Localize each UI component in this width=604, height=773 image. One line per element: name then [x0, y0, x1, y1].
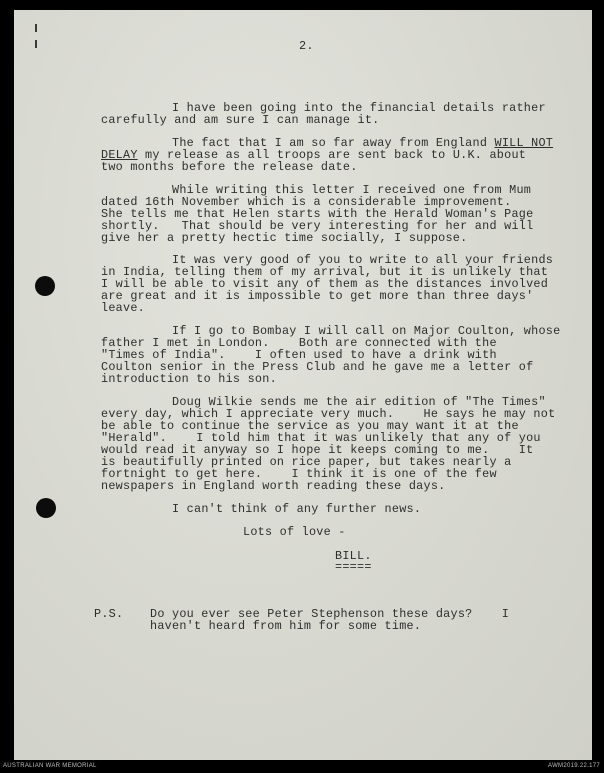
- punch-hole: [36, 498, 56, 518]
- paragraph-line: She tells me that Helen starts with the Herald Woman's Page: [101, 207, 534, 221]
- staple-mark: [35, 40, 37, 48]
- paragraph-line: shortly. That should be very interesting for her and will: [101, 219, 534, 233]
- paragraph-line: Doug Wilkie sends me the air edition of "The Times": [172, 395, 546, 409]
- paragraph-line: I can't think of any further news.: [172, 502, 422, 516]
- signature: BILL.: [335, 549, 372, 563]
- paragraph-line: leave.: [101, 301, 145, 315]
- paragraph-line: introduction to his son.: [101, 372, 277, 386]
- text-run: The fact that I am so far away from England: [172, 136, 495, 150]
- page-number: 2.: [299, 39, 314, 53]
- postscript-label: P.S.: [94, 607, 124, 621]
- paragraph-line: "Times of India". I often used to have a drink with: [101, 348, 497, 362]
- paragraph-line: fortnight to get here. I think it is one of the few: [101, 467, 497, 481]
- paragraph-line: would read it anyway so I hope it keeps coming to me. It: [101, 443, 534, 457]
- paragraph-line: be able to continue the service as you may want it at the: [101, 419, 519, 433]
- punch-hole: [35, 276, 55, 296]
- closing-line: Lots of love -: [243, 525, 346, 539]
- emphasis-text: WILL NOT: [494, 136, 554, 150]
- paragraph-line: dated 16th November which is a considerable improvement.: [101, 195, 512, 209]
- paragraph-line: two months before the release date.: [101, 160, 358, 174]
- paragraph-line: give her a pretty hectic time socially, I suppose.: [101, 231, 468, 245]
- paragraph-line: While writing this letter I received one from Mum: [172, 183, 532, 197]
- archive-credit: AUSTRALIAN WAR MEMORIAL: [3, 763, 97, 769]
- paragraph-line: father I met in London. Both are connected with the: [101, 336, 497, 350]
- postscript-line: Do you ever see Peter Stephenson these days? I: [150, 607, 510, 621]
- postscript-line: haven't heard from him for some time.: [150, 619, 422, 633]
- text-run: my release as all troops are sent back to U.K. about: [137, 148, 527, 162]
- paragraph-line: are great and it is impossible to get more than three days': [101, 289, 534, 303]
- emphasis-text: DELAY: [101, 148, 138, 162]
- paragraph-line: Coulton senior in the Press Club and he gave me a letter of: [101, 360, 534, 374]
- paragraph-line: carefully and am sure I can manage it.: [101, 113, 380, 127]
- paragraph-line: newspapers in England worth reading these days.: [101, 479, 446, 493]
- paragraph-line: I have been going into the financial details rather: [172, 101, 546, 115]
- paragraph-line: in India, telling them of my arrival, but it is unlikely that: [101, 265, 549, 279]
- staple-mark: [35, 24, 37, 32]
- archive-reference: AWM2019.22.177: [547, 763, 600, 769]
- paragraph-line: every day, which I appreciate very much. He says he may not: [101, 407, 556, 421]
- paragraph-line: is beautifully printed on rice paper, but takes nearly a: [101, 455, 512, 469]
- paragraph-line: "Herald". I told him that it was unlikely that any of you: [101, 431, 541, 445]
- signature-rule: =====: [335, 560, 372, 574]
- paragraph-line: It was very good of you to write to all your friends: [172, 253, 554, 267]
- paragraph-line: I will be able to visit any of them as the distances involved: [101, 277, 549, 291]
- paragraph-line: If I go to Bombay I will call on Major Coulton, whose: [172, 324, 561, 338]
